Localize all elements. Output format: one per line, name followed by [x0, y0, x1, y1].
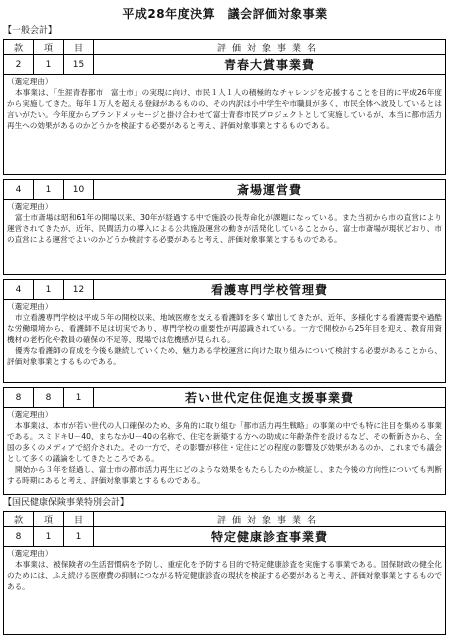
- reason-section: [4, 547, 445, 594]
- item-title-row: [4, 527, 445, 547]
- item-title-row: [4, 388, 445, 408]
- header-kan: 款: [4, 40, 34, 54]
- nhi-account-label: 【国民健康保険事業特別会計】: [3, 498, 130, 508]
- reason-label: （選定理由）: [7, 410, 53, 419]
- header-name: 評価対象事業名: [216, 515, 322, 526]
- reason-label: （選定理由）: [7, 77, 53, 86]
- header-moku: 目: [64, 40, 94, 54]
- evaluation-item: [3, 39, 446, 175]
- page-title: 平成28年度決算 議会評価対象事業: [122, 7, 328, 21]
- item-title: 斎場運営費: [236, 183, 302, 197]
- reason-text-continued: 優秀な看護師の育成を今後も継続していくため、魅力ある学校運営に向けた取り組みについて検討する必要があることから、評価対象事業とするものである。: [7, 346, 442, 366]
- reason-text: 本事業は、「生涯青春都市 富士市」の実現に向け、市民１人１人の積極的なチャレンジを応援することを目的に平成26年度から実施してきた。毎年１万人を超える登録があるものの、その内訳は小中学生や市職員が多く、市民全体へ波及しているとは言いがたい。今年度からブランドメッセージと掛け合わせて富士青春市民プロジェクトとして実施しているが、本当に都市活力再生への効果があるのかどうかを検証する必要があると考え、評価対象事業とするものである。: [7, 88, 442, 130]
- reason-text: 市立看護専門学校は平成５年の開校以来、地域医療を支える看護師を多く輩出してきたが、近年、多様化する看護需要や過酷な労働環境から、看護師不足は切実であり、専門学校の重要性が再認識されている。一方で開校から25年目を迎え、教育用資機材の老朽化や教員の確保の不足等、現場では危機感が見られる。: [7, 313, 442, 344]
- item-title-row: [4, 180, 445, 200]
- item-moku: 12: [64, 280, 94, 299]
- item-kou: 8: [34, 388, 64, 407]
- item-kan: 8: [4, 388, 34, 407]
- item-title: 看護専門学校管理費: [210, 283, 328, 297]
- header-moku: 目: [64, 512, 94, 526]
- item-kou: 1: [34, 180, 64, 199]
- reason-section: [4, 408, 445, 488]
- evaluation-item: [3, 179, 446, 275]
- reason-section: [4, 75, 445, 133]
- item-kan: 4: [4, 180, 34, 199]
- reason-label: （選定理由）: [7, 202, 53, 211]
- item-kou: 1: [34, 280, 64, 299]
- item-moku: 15: [64, 55, 94, 74]
- reason-label: （選定理由）: [7, 302, 53, 311]
- reason-text: 本事業は、本市が若い世代の人口確保のため、多角的に取り組む「都市活力再生戦略」の事業の中でも特に注目を集める事業である。スミドキU－40、まちなかU－40の名称で、住宅を新築する方への助成に年齢条件を設けるなど、その斬新さから、全国の多くのメディアで紹介された。その一方で、その影響が移住・定住にどの程度の影響及び効果があるのか、これまでも議会として多くの議論をしてきたところである。: [7, 421, 442, 463]
- item-moku: 1: [64, 527, 94, 546]
- item-kou: 1: [34, 527, 64, 546]
- item-kan: 8: [4, 527, 34, 546]
- header-row: [4, 40, 445, 55]
- evaluation-item: [3, 511, 446, 635]
- item-moku: 1: [64, 388, 94, 407]
- item-kan: 2: [4, 55, 34, 74]
- item-title-row: [4, 55, 445, 75]
- reason-text: 本事業は、被保険者の生活習慣病を予防し、重症化を予防する目的で特定健康診査を実施する事業である。国保財政の健全化のためには、ふえ続ける医療費の抑制につながる特定健康診査の現状を検証する必要があると考え、評価対象事業とするものである。: [7, 560, 442, 591]
- item-kou: 1: [34, 55, 64, 74]
- reason-section: [4, 200, 445, 247]
- item-title: 若い世代定住促進支援事業費: [184, 391, 354, 405]
- evaluation-item: [3, 279, 446, 383]
- general-account-label: 【一般会計】: [3, 26, 58, 36]
- reason-label: （選定理由）: [7, 549, 53, 558]
- item-moku: 10: [64, 180, 94, 199]
- item-title: 青春大賞事業費: [223, 58, 315, 72]
- item-title: 特定健康診査事業費: [210, 530, 328, 544]
- reason-text: 富士市斎場は昭和61年の開場以来、30年が経過する中で施設の長寿命化が課題になっている。また当初から市の直営により運営されてきたが、近年、民間活力の導入による公共施設運営の動きが活発化していることから、富士市斎場が現状どおり、市の直営による運営でよいのかどうか検討する必要があると考え、評価対象事業とするものである。: [7, 213, 442, 244]
- header-kou: 項: [34, 512, 64, 526]
- reason-section: [4, 300, 445, 369]
- header-kan: 款: [4, 512, 34, 526]
- header-name: 評価対象事業名: [216, 43, 322, 54]
- reason-text-continued: 開始から３年を経過し、富士市の都市活力再生にどのような効果をもたらしたのか検証し、また今後の方向性についても判断する時期にあると考え、評価対象事業とするものである。: [7, 465, 442, 485]
- header-row: [4, 512, 445, 527]
- evaluation-item: [3, 387, 446, 495]
- item-kan: 4: [4, 280, 34, 299]
- header-kou: 項: [34, 40, 64, 54]
- item-title-row: [4, 280, 445, 300]
